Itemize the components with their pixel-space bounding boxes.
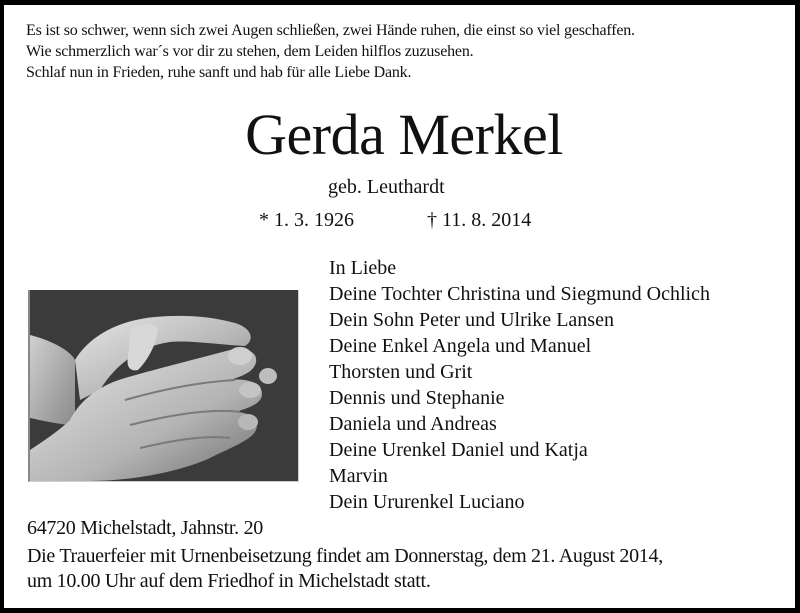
mourner-line: Deine Urenkel Daniel und Katja	[329, 439, 588, 461]
folded-hands-icon	[30, 290, 298, 481]
life-dates	[259, 208, 532, 232]
poem-line: Wie schmerzlich war´s vor dir zu stehen, dem Leiden hilflos zuzusehen.	[26, 43, 474, 60]
memorial-poem	[26, 20, 635, 83]
ceremony-line: um 10.00 Uhr auf dem Friedhof in Michelstadt statt.	[27, 570, 431, 592]
mourners-list	[329, 255, 710, 515]
death-date: † 11. 8. 2014	[427, 209, 532, 231]
mourner-line: Dein Ururenkel Luciano	[329, 491, 525, 513]
mourner-line: Thorsten und Grit	[329, 361, 473, 383]
birth-date: * 1. 3. 1926	[259, 209, 354, 231]
ceremony-line: Die Trauerfeier mit Urnenbeisetzung findet am Donnerstag, dem 21. August 2014,	[27, 545, 663, 567]
deceased-name: Gerda Merkel	[245, 102, 563, 167]
poem-line: Es ist so schwer, wenn sich zwei Augen schließen, zwei Hände ruhen, die einst so viel geschaffen.	[26, 22, 635, 39]
family-address: 64720 Michelstadt, Jahnstr. 20	[27, 517, 263, 539]
mourner-line: Deine Enkel Angela und Manuel	[329, 335, 592, 357]
funeral-ceremony-info	[27, 544, 663, 594]
obituary-notice	[4, 5, 795, 608]
mourner-line: Dein Sohn Peter und Ulrike Lansen	[329, 309, 614, 331]
mourner-line: Deine Tochter Christina und Siegmund Ochlich	[329, 283, 710, 305]
mourner-line: In Liebe	[329, 257, 397, 279]
mourner-line: Marvin	[329, 465, 388, 487]
maiden-name: geb. Leuthardt	[328, 176, 445, 198]
folded-hands-photo	[28, 290, 299, 482]
mourner-line: Daniela und Andreas	[329, 413, 497, 435]
mourner-line: Dennis und Stephanie	[329, 387, 505, 409]
poem-line: Schlaf nun in Frieden, ruhe sanft und hab für alle Liebe Dank.	[26, 64, 412, 81]
